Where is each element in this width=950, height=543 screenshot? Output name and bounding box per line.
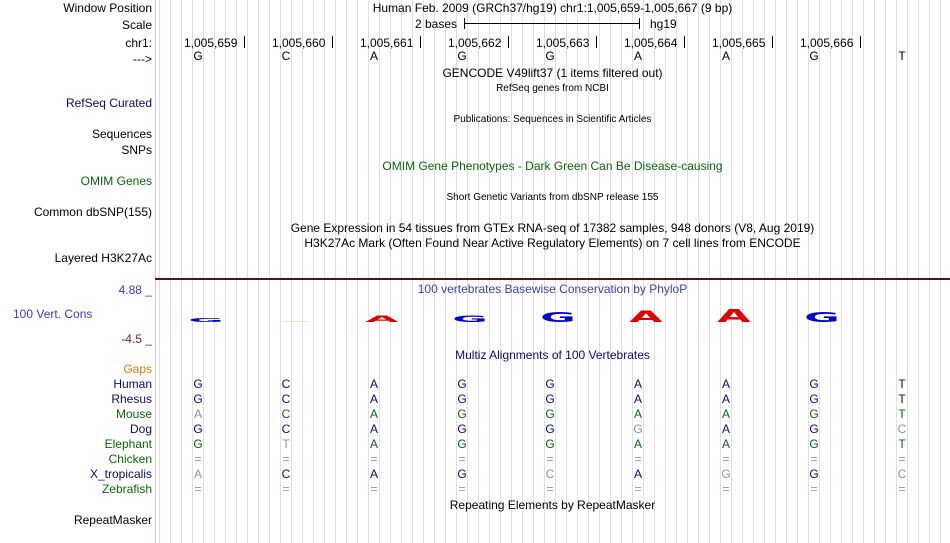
ruler-position-label: 1,005,663 <box>536 36 590 50</box>
alignment-base: G <box>545 377 555 391</box>
refseq-track-title[interactable]: RefSeq genes from NCBI <box>496 83 609 94</box>
alignment-base: = <box>898 452 906 466</box>
svg-text:A: A <box>629 308 663 326</box>
alignment-base: A <box>369 437 378 451</box>
alignment-base: A <box>369 377 378 391</box>
alignment-base: G <box>545 392 555 406</box>
alignment-base: A <box>721 437 730 451</box>
alignment-base: = <box>810 482 818 496</box>
gtex-track-title[interactable]: Gene Expression in 54 tissues from GTEx RNA-seq of 17382 samples, 948 donors (V8, Aug 2019) <box>290 221 815 235</box>
phylop-logo-letter <box>528 308 588 328</box>
ruler-tick <box>508 36 509 48</box>
svg-text:G: G <box>540 309 576 326</box>
vert-cons-label[interactable]: 100 Vert. Cons <box>13 307 93 321</box>
alignment-base: G <box>809 407 819 421</box>
publications-track-title[interactable]: Publications: Sequences in Scientific Articles <box>453 114 652 125</box>
reference-base: A <box>633 49 642 63</box>
scale-bar <box>464 23 640 24</box>
alignment-base: C <box>545 467 555 481</box>
alignment-base: G <box>457 422 467 436</box>
omim-track-title[interactable]: OMIM Gene Phenotypes - Dark Green Can Be Disease-causing <box>382 159 723 173</box>
alignment-base: A <box>193 407 202 421</box>
phylop-logo-letter <box>176 308 236 328</box>
alignment-base: A <box>633 392 642 406</box>
gaps-label[interactable]: Gaps <box>123 362 152 376</box>
alignment-base: G <box>809 467 819 481</box>
alignment-base: = <box>810 452 818 466</box>
alignment-base: A <box>193 467 202 481</box>
scale-label: Scale <box>121 18 152 32</box>
sequences-label[interactable]: Sequences <box>91 127 152 141</box>
alignment-base: = <box>898 482 906 496</box>
alignment-base: A <box>633 467 642 481</box>
alignment-base: G <box>457 392 467 406</box>
scale-value: 2 bases <box>415 17 458 31</box>
track-divider <box>155 278 950 280</box>
reference-base: A <box>721 49 730 63</box>
alignment-base: C <box>281 422 291 436</box>
alignment-base: A <box>369 422 378 436</box>
ruler-position-label: 1,005,662 <box>448 36 502 50</box>
phylop-logo-letter <box>616 308 676 328</box>
scale-bar-right-cap <box>639 18 640 29</box>
ruler-tick <box>332 36 333 48</box>
alignment-base: = <box>370 482 378 496</box>
alignment-base: C <box>897 467 907 481</box>
alignment-base: G <box>545 422 555 436</box>
alignment-base: G <box>809 422 819 436</box>
alignment-base: G <box>457 467 467 481</box>
ruler-position-label: 1,005,659 <box>184 36 238 50</box>
alignment-base: = <box>722 452 730 466</box>
alignment-base: = <box>194 452 202 466</box>
alignment-base: G <box>457 407 467 421</box>
ruler-tick <box>772 36 773 48</box>
alignment-base: G <box>809 437 819 451</box>
reference-base: T <box>898 49 906 63</box>
strand-label: ---> <box>133 52 152 66</box>
species-label[interactable]: Mouse <box>115 407 152 421</box>
reference-base: G <box>193 49 203 63</box>
alignment-base: = <box>370 452 378 466</box>
alignment-base: C <box>281 392 291 406</box>
ruler-tick <box>420 36 421 48</box>
alignment-base: A <box>369 467 378 481</box>
alignment-base: G <box>633 422 643 436</box>
phylop-logo-letter <box>704 308 764 328</box>
alignment-base: A <box>721 377 730 391</box>
alignment-base: C <box>281 377 291 391</box>
reference-base: C <box>281 49 291 63</box>
alignment-base: G <box>193 437 203 451</box>
scale-assembly: hg19 <box>650 17 677 31</box>
snps-label[interactable]: SNPs <box>121 143 152 157</box>
phylop-logo-letter <box>264 308 324 328</box>
window-position-label: Window Position <box>63 1 152 15</box>
reference-base: G <box>809 49 819 63</box>
alignment-base: A <box>369 407 378 421</box>
common-dbsnp-label[interactable]: Common dbSNP(155) <box>33 205 152 219</box>
species-label[interactable]: Rhesus <box>111 392 152 406</box>
window-position-value: Human Feb. 2009 (GRCh37/hg19) chr1:1,005,659-1,005,667 (9 bp) <box>372 1 733 15</box>
alignment-base: = <box>722 482 730 496</box>
reference-base: A <box>369 49 378 63</box>
ruler-position-label: 1,005,661 <box>360 36 414 50</box>
species-label[interactable]: Elephant <box>104 437 152 451</box>
alignment-base: C <box>897 422 907 436</box>
species-label[interactable]: Zebrafish <box>101 482 152 496</box>
alignment-base: G <box>809 392 819 406</box>
alignment-base: G <box>545 407 555 421</box>
species-label[interactable]: Chicken <box>108 452 152 466</box>
svg-text:C: C <box>278 320 310 323</box>
phylop-logo-letter <box>440 308 500 328</box>
alignment-base: T <box>282 437 290 451</box>
multiz-track-title[interactable]: Multiz Alignments of 100 Vertebrates <box>455 348 650 362</box>
dbsnp-track-title[interactable]: Short Genetic Variants from dbSNP release 155 <box>446 192 659 203</box>
repeatmasker-track-title[interactable]: Repeating Elements by RepeatMasker <box>449 498 656 512</box>
ruler-tick <box>860 36 861 48</box>
alignment-base: A <box>721 407 730 421</box>
species-label[interactable]: Dog <box>129 422 152 436</box>
svg-text:A: A <box>365 314 399 325</box>
svg-text:G: G <box>804 309 840 326</box>
alignment-base: C <box>281 467 291 481</box>
ruler-position-label: 1,005,666 <box>800 36 854 50</box>
alignment-base: G <box>193 422 203 436</box>
omim-genes-label[interactable]: OMIM Genes <box>80 174 152 188</box>
alignment-base: T <box>898 407 906 421</box>
reference-base: G <box>457 49 467 63</box>
alignment-base: G <box>193 392 203 406</box>
ruler-position-label: 1,005,665 <box>712 36 766 50</box>
alignment-base: G <box>721 467 731 481</box>
alignment-base: = <box>634 482 642 496</box>
alignment-base: = <box>458 452 466 466</box>
alignment-base: T <box>898 437 906 451</box>
species-label[interactable]: Human <box>113 377 152 391</box>
alignment-base: = <box>282 452 290 466</box>
phylop-logo-letter <box>792 308 852 328</box>
alignment-base: = <box>634 452 642 466</box>
phylop-track-title[interactable]: 100 vertebrates Basewise Conservation by PhyloP <box>417 282 688 296</box>
alignment-base: C <box>281 407 291 421</box>
alignment-base: A <box>633 377 642 391</box>
alignment-base: G <box>193 377 203 391</box>
species-label[interactable]: X_tropicalis <box>89 467 152 481</box>
ruler-position-label: 1,005,660 <box>272 36 326 50</box>
ruler-tick <box>684 36 685 48</box>
alignment-base: = <box>546 452 554 466</box>
svg-text:A: A <box>717 308 751 327</box>
repeatmasker-label[interactable]: RepeatMasker <box>73 513 152 527</box>
alignment-base: = <box>194 482 202 496</box>
phylop-max-value: 4.88 _ <box>118 283 152 297</box>
phylop-min-value: -4.5 _ <box>121 332 152 346</box>
alignment-base: = <box>546 482 554 496</box>
ruler-tick <box>596 36 597 48</box>
gencode-track-title[interactable]: GENCODE V49lift37 (1 items filtered out) <box>442 66 663 80</box>
alignment-base: G <box>457 437 467 451</box>
h3k27ac-track-title[interactable]: H3K27Ac Mark (Often Found Near Active Regulatory Elements) on 7 cell lines from ENCODE <box>304 236 801 250</box>
scale-bar-left-cap <box>464 18 465 29</box>
alignment-base: = <box>282 482 290 496</box>
chrom-label: chr1: <box>125 36 152 50</box>
reference-base: G <box>545 49 555 63</box>
alignment-base: G <box>545 437 555 451</box>
alignment-base: A <box>633 437 642 451</box>
alignment-base: A <box>633 407 642 421</box>
alignment-base: A <box>721 422 730 436</box>
ruler-tick <box>244 36 245 48</box>
ruler-position-label: 1,005,664 <box>624 36 678 50</box>
alignment-base: = <box>458 482 466 496</box>
alignment-base: A <box>721 392 730 406</box>
svg-text:G: G <box>188 317 224 324</box>
svg-text:G: G <box>452 314 488 325</box>
phylop-logo-letter <box>352 308 412 328</box>
alignment-base: T <box>898 392 906 406</box>
layered-h3k27ac-label[interactable]: Layered H3K27Ac <box>54 251 152 265</box>
alignment-base: G <box>809 377 819 391</box>
alignment-base: T <box>898 377 906 391</box>
alignment-base: G <box>457 377 467 391</box>
alignment-base: A <box>369 392 378 406</box>
refseq-curated-label[interactable]: RefSeq Curated <box>65 96 152 110</box>
